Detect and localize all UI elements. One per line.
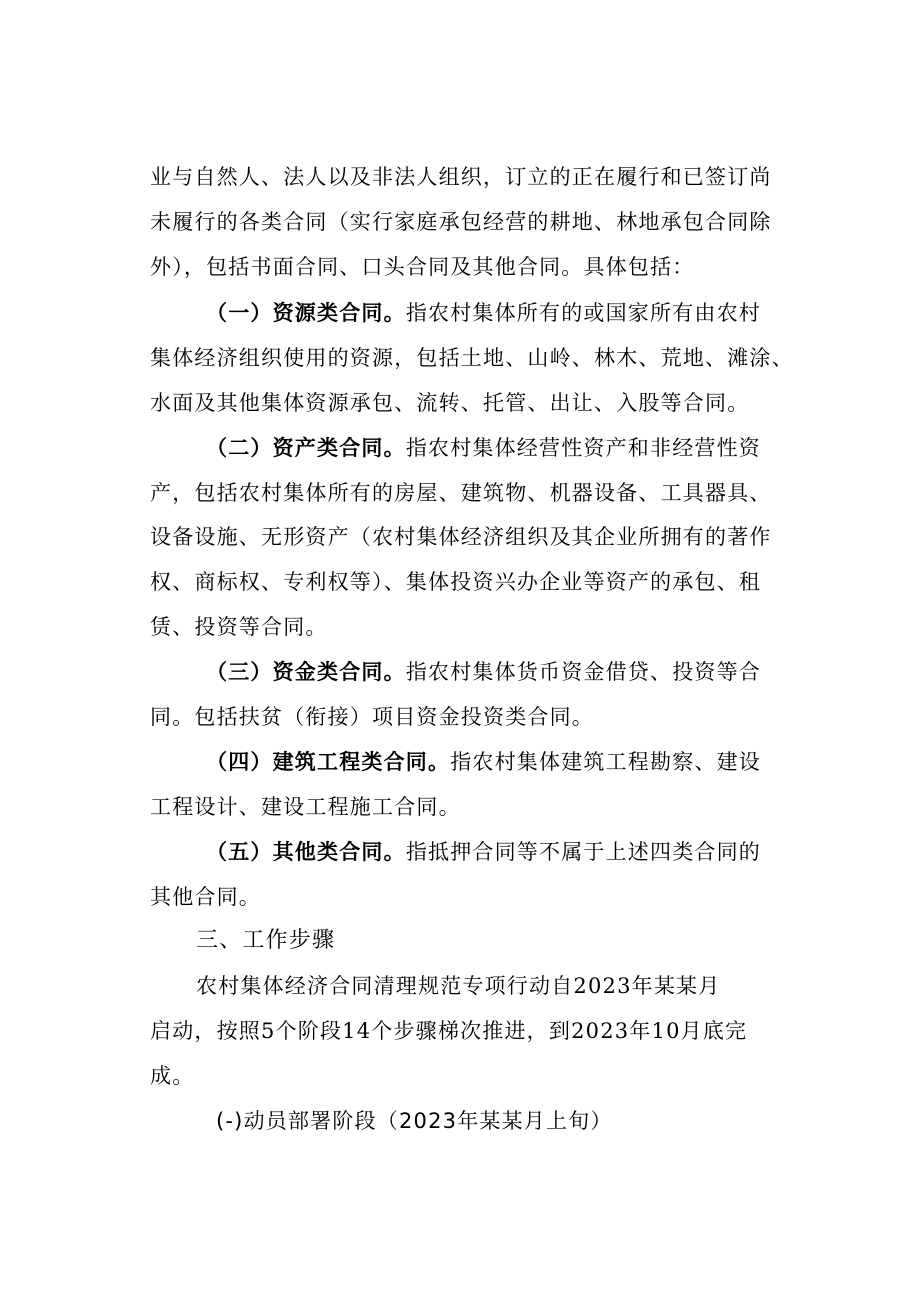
subheading-mobilization: (-)动员部署阶段（2023年某某月上旬） [216,1109,613,1133]
item-line: 权、商标权、专利权等）、集体投资兴办企业等资产的承包、租 [150,570,762,594]
item-line: 赁、投资等合同。 [150,615,328,639]
item-text: 指农村集体建筑工程勘察、建设 [450,750,762,774]
item-title: （三）资金类合同。 [206,660,406,684]
item-resource-contracts [206,298,761,328]
item-title: （二）资产类合同。 [206,436,406,460]
item-line: 集体经济组织使用的资源，包括土地、山岭、林木、荒地、滩涂、 [150,346,794,370]
item-line: 产，包括农村集体所有的房屋、建筑物、机器设备、工具器具、 [150,481,772,505]
section-para-line: 农村集体经济合同清理规范专项行动自2023年某某月 [196,974,721,998]
intro-line: 外），包括书面合同、口头合同及其他合同。具体包括： [150,255,695,279]
item-asset-contracts [206,433,761,463]
item-other-contracts [206,837,761,867]
item-text: 指农村集体经营性资产和非经营性资 [405,436,762,460]
item-title: （一）资源类合同。 [206,301,406,325]
item-construction-contracts [206,747,761,777]
item-line: 设备设施、无形资产（农村集体经济组织及其企业所拥有的著作 [150,525,772,549]
item-line: 其他合同。 [150,885,261,909]
intro-line: 业与自然人、法人以及非法人组织，订立的正在履行和已签订尚 [150,165,772,189]
item-title: （四）建筑工程类合同。 [206,750,451,774]
section-heading: 三、工作步骤 [196,928,336,953]
item-text: 指农村集体货币资金借贷、投资等合 [405,660,762,684]
item-line: 同。包括扶贫（衔接）项目资金投资类合同。 [150,705,594,729]
item-line: 工程设计、建设工程施工合同。 [150,795,461,819]
section-para-line: 启动，按照5个阶段14个步骤梯次推进，到2023年10月底完 [150,1019,748,1043]
section-para-line: 成。 [150,1064,195,1088]
item-text: 指农村集体所有的或国家所有由农村 [405,301,762,325]
intro-line: 未履行的各类合同（实行家庭承包经营的耕地、林地承包合同除 [150,210,772,234]
item-line: 水面及其他集体资源承包、流转、托管、出让、入股等合同。 [150,391,750,415]
item-fund-contracts [206,657,761,687]
item-title: （五）其他类合同。 [206,840,406,864]
item-text: 指抵押合同等不属于上述四类合同的 [405,840,762,864]
